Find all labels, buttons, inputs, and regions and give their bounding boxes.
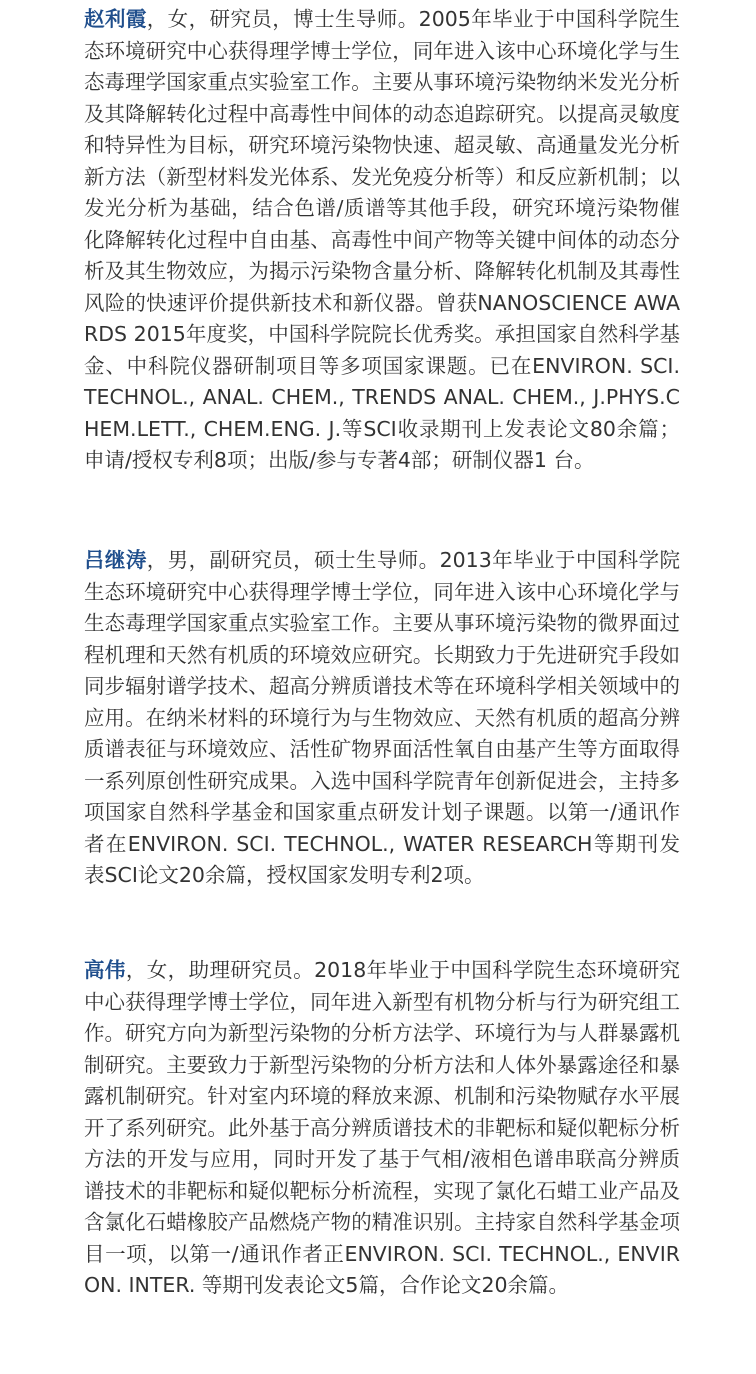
bio-paragraph xyxy=(84,4,680,477)
bio-text: ，女，研究员，博士生导师。2005年毕业于中国科学院生态环境研究中心获得理学博士学位，同年进入该中心环境化学与生态毒理学国家重点实验室工作。主要从事环境污染物纳米发光分析及其降解转化过程中高毒性中间体的动态追踪研究。以提高灵敏度和特异性为目标，研究环境污染物快速、超灵敏、高通量发光分析新方法（新型材料发光体系、发光免疫分析等）和反应新机制；以发光分析为基础，结合色谱/质谱等其他手段，研究环境污染物催化降解转化过程中自由基、高毒性中间产物等关键中间体的动态分析及其生物效应，为揭示污染物含量分析、降解转化机制及其毒性风险的快速评价提供新技术和新仪器。曾获NANOSCIENCE AWARDS 2015年度奖，中国科学院院长优秀奖。承担国家自然科学基金、中科院仪器研制项目等多项国家课题。已在ENVIRON. SCI. TECHNOL., ANAL. CHEM., TRENDS ANAL. CHEM., J.PHYS.CHEM.LETT., CHEM.ENG. J.等SCI收录期刊上发表论文80余篇；申请/授权专利8项；出版/参与专著4部；研制仪器1 台。 xyxy=(84,7,680,472)
researcher-name: 吕继涛 xyxy=(84,548,147,572)
bio-paragraph xyxy=(84,545,680,892)
bio-text: ，男，副研究员，硕士生导师。2013年毕业于中国科学院生态环境研究中心获得理学博士学位，同年进入该中心环境化学与生态毒理学国家重点实验室工作。主要从事环境污染物的微界面过程机理和天然有机质的环境效应研究。长期致力于先进研究手段如同步辐射谱学技术、超高分辨质谱技术等在环境科学相关领域中的应用。在纳米材料的环境行为与生物效应、天然有机质的超高分辨质谱表征与环境效应、活性矿物界面活性氧自由基产生等方面取得一系列原创性研究成果。入选中国科学院青年创新促进会，主持多项国家自然科学基金和国家重点研发计划子课题。以第一/通讯作者在ENVIRON. SCI. TECHNOL., WATER RESEARCH等期刊发表SCI论文20余篇，授权国家发明专利2项。 xyxy=(84,548,680,887)
bio-paragraph xyxy=(84,955,680,1302)
bio-text: ，女，助理研究员。2018年毕业于中国科学院生态环境研究中心获得理学博士学位，同年进入新型有机物分析与行为研究组工作。研究方向为新型污染物的分析方法学、环境行为与人群暴露机制研究。主要致力于新型污染物的分析方法和人体外暴露途径和暴露机制研究。针对室内环境的释放来源、机制和污染物赋存水平展开了系列研究。此外基于高分辨质谱技术的非靶标和疑似靶标分析方法的开发与应用，同时开发了基于气相/液相色谱串联高分辨质谱技术的非靶标和疑似靶标分析流程，实现了氯化石蜡工业产品及含氯化石蜡橡胶产品燃烧产物的精准识别。主持家自然科学基金项目一项，以第一/通讯作者正ENVIRON. SCI. TECHNOL., ENVIRON. INTER. 等期刊发表论文5篇，合作论文20余篇。 xyxy=(84,958,681,1297)
researcher-name: 赵利霞 xyxy=(84,7,147,31)
researcher-name: 高伟 xyxy=(84,958,126,982)
